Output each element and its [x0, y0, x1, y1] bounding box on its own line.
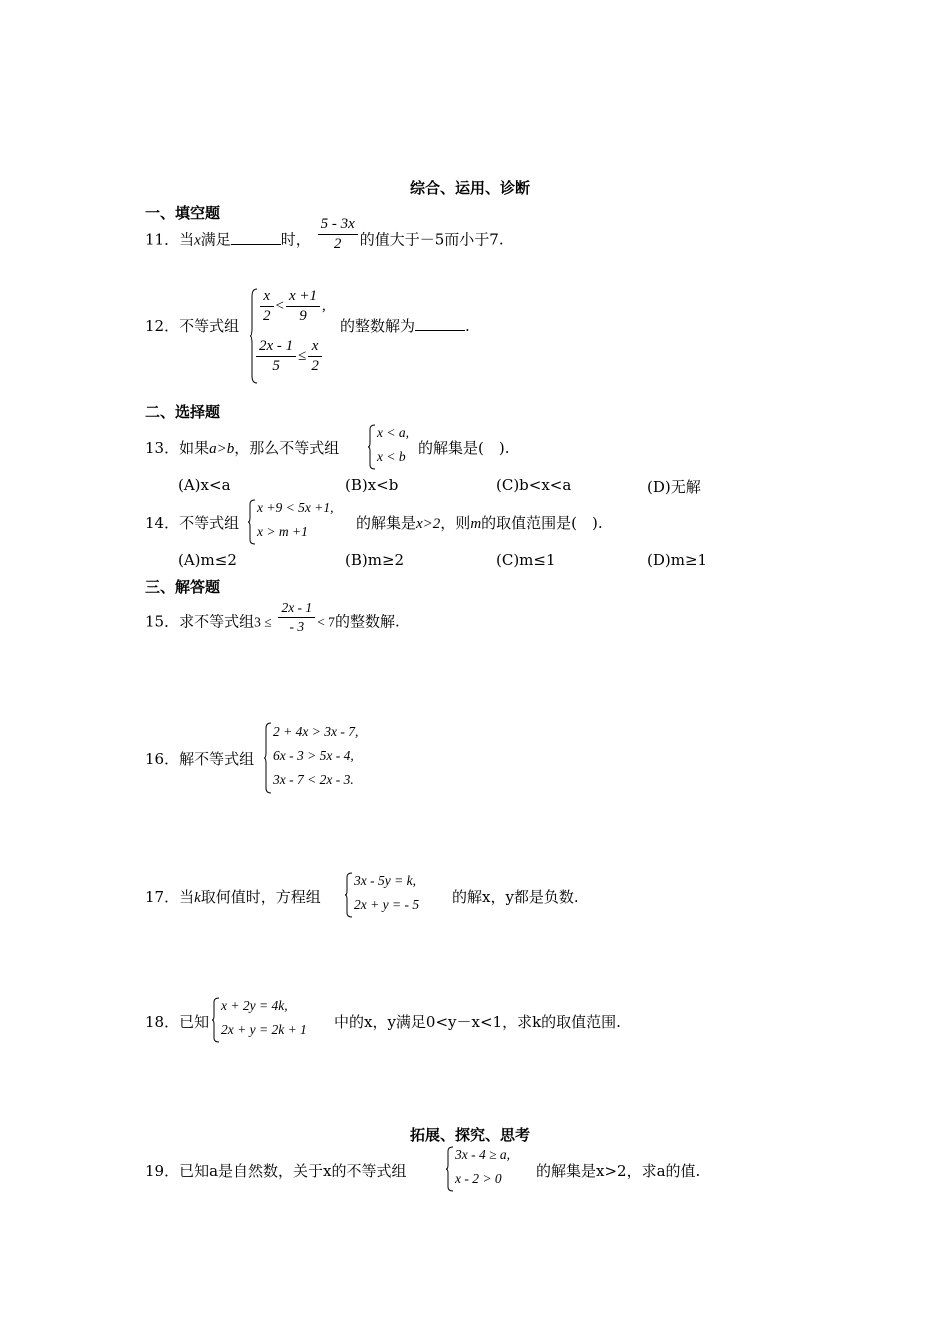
- q18-tail: 中的x，y满足0<y－x<1，求k的取值范围.: [334, 1013, 621, 1031]
- q13-row2: x < b: [377, 449, 406, 464]
- q19-row1: 3x - 4 ≥ a,: [455, 1147, 511, 1162]
- q11-var: x: [194, 232, 201, 249]
- part-solve: 三、解答题: [145, 578, 221, 596]
- q11-mid: 满足: [200, 230, 231, 249]
- q14-option-a[interactable]: (A)m≤2: [178, 551, 237, 569]
- q18-row1: x + 2y = 4k,: [221, 998, 288, 1013]
- q18-row2: 2x + y = 2k + 1: [221, 1022, 307, 1037]
- part-fill-in-blank: 一、填空题: [145, 204, 221, 222]
- q12-r1-op: <: [275, 297, 284, 314]
- section-heading-comprehensive: 综合、运用、诊断: [410, 179, 531, 197]
- q19-system: [446, 1146, 541, 1192]
- q16-row2: 6x - 3 > 5x - 4,: [273, 748, 354, 763]
- q17-row2: 2x + y = - 5: [354, 897, 420, 912]
- q16-row3: 3x - 7 < 2x - 3.: [273, 772, 354, 787]
- q11-frac-num: 5 - 3x: [320, 216, 355, 232]
- q13-option-d[interactable]: (D)无解: [647, 478, 701, 496]
- q19-brace-icon: [446, 1146, 454, 1192]
- q13-brace-icon: [368, 424, 376, 470]
- q14-row2: x > m +1: [257, 524, 308, 539]
- q12-tail: 的整数解为 .: [340, 317, 470, 335]
- q11-number: 11．: [145, 230, 180, 249]
- question-13: 13．如果a>b，那么不等式组: [145, 439, 340, 457]
- q12-system: $\frac{x}{2}$ < $\frac{x +1}{9}$ , $\frac{2x - 1}{5}$ ≤ $\frac{x}{2}$: [250, 288, 340, 384]
- part-multiple-choice: 二、选择题: [145, 403, 221, 421]
- q13-cond: a>b: [209, 441, 235, 457]
- q16-row1: 2 + 4x > 3x - 7,: [273, 724, 359, 739]
- q13-system: [368, 424, 418, 470]
- q11-tail: 的值大于－5而小于7.: [359, 230, 504, 249]
- q15-fraction: $\frac{2x - 1}{- 3}$: [278, 600, 315, 635]
- q14-tail: 的解集是x>2，则m的取值范围是( ).: [356, 514, 603, 532]
- q19-row2: x - 2 > 0: [455, 1171, 502, 1186]
- q11-pre: 当: [179, 230, 195, 249]
- q12-number: 12．: [145, 317, 180, 335]
- q16-brace-icon: [264, 722, 272, 794]
- q13-option-b[interactable]: (B)x<b: [345, 476, 399, 494]
- q13-row1: x < a,: [377, 425, 409, 440]
- question-18: 18．已知: [145, 1013, 210, 1031]
- question-15: 15．求不等式组3 ≤ $\frac{2x - 1}{- 3}$ < 7的整数解.: [145, 600, 400, 634]
- q12-r1-frac2: $\frac{x +1}{9}$: [286, 288, 320, 325]
- q12-blank[interactable]: [415, 316, 465, 331]
- q11-blank[interactable]: [231, 230, 281, 245]
- q12-pre: 不等式组: [179, 317, 240, 335]
- q14-system: [248, 499, 358, 545]
- question-11: [145, 216, 504, 253]
- q13-option-c[interactable]: (C)b<x<a: [496, 476, 572, 494]
- q12-r2-frac1: $\frac{2x - 1}{5}$: [256, 338, 296, 375]
- q17-row1: 3x - 5y = k,: [354, 873, 416, 888]
- question-12-label: [145, 315, 239, 336]
- q11-frac-den: 2: [318, 234, 358, 253]
- question-17: 17．当k取何值时，方程组: [145, 888, 321, 906]
- q12-r2-frac2: $\frac{x}{2}$: [308, 338, 322, 375]
- q16-system: [264, 722, 404, 794]
- q12-r1-frac1: $\frac{x}{2}$: [260, 288, 274, 325]
- q13-tail: 的解集是( ).: [418, 439, 510, 457]
- q11-post: 时，: [280, 230, 311, 249]
- q14-option-d[interactable]: (D)m≥1: [647, 551, 708, 569]
- q14-option-c[interactable]: (C)m≤1: [496, 551, 556, 569]
- question-16: 16．解不等式组: [145, 750, 255, 768]
- q14-brace-icon: [248, 499, 256, 545]
- question-19: 19．已知a是自然数，关于x的不等式组: [145, 1162, 407, 1180]
- q17-tail: 的解x，y都是负数.: [452, 888, 579, 906]
- q11-fraction: [318, 216, 358, 253]
- q18-brace-icon: [212, 997, 220, 1043]
- q17-brace-icon: [345, 872, 353, 918]
- q18-system: [212, 997, 337, 1043]
- q19-tail: 的解集是x>2，求a的值.: [536, 1162, 701, 1180]
- q13-option-a[interactable]: (A)x<a: [178, 476, 231, 494]
- q14-option-b[interactable]: (B)m≥2: [345, 551, 405, 569]
- section-heading-extension: 拓展、探究、思考: [410, 1126, 531, 1144]
- question-14: 14．不等式组: [145, 514, 240, 532]
- q17-system: [345, 872, 455, 918]
- q12-r2-op: ≤: [298, 347, 307, 364]
- q14-row1: x +9 < 5x +1,: [257, 500, 334, 515]
